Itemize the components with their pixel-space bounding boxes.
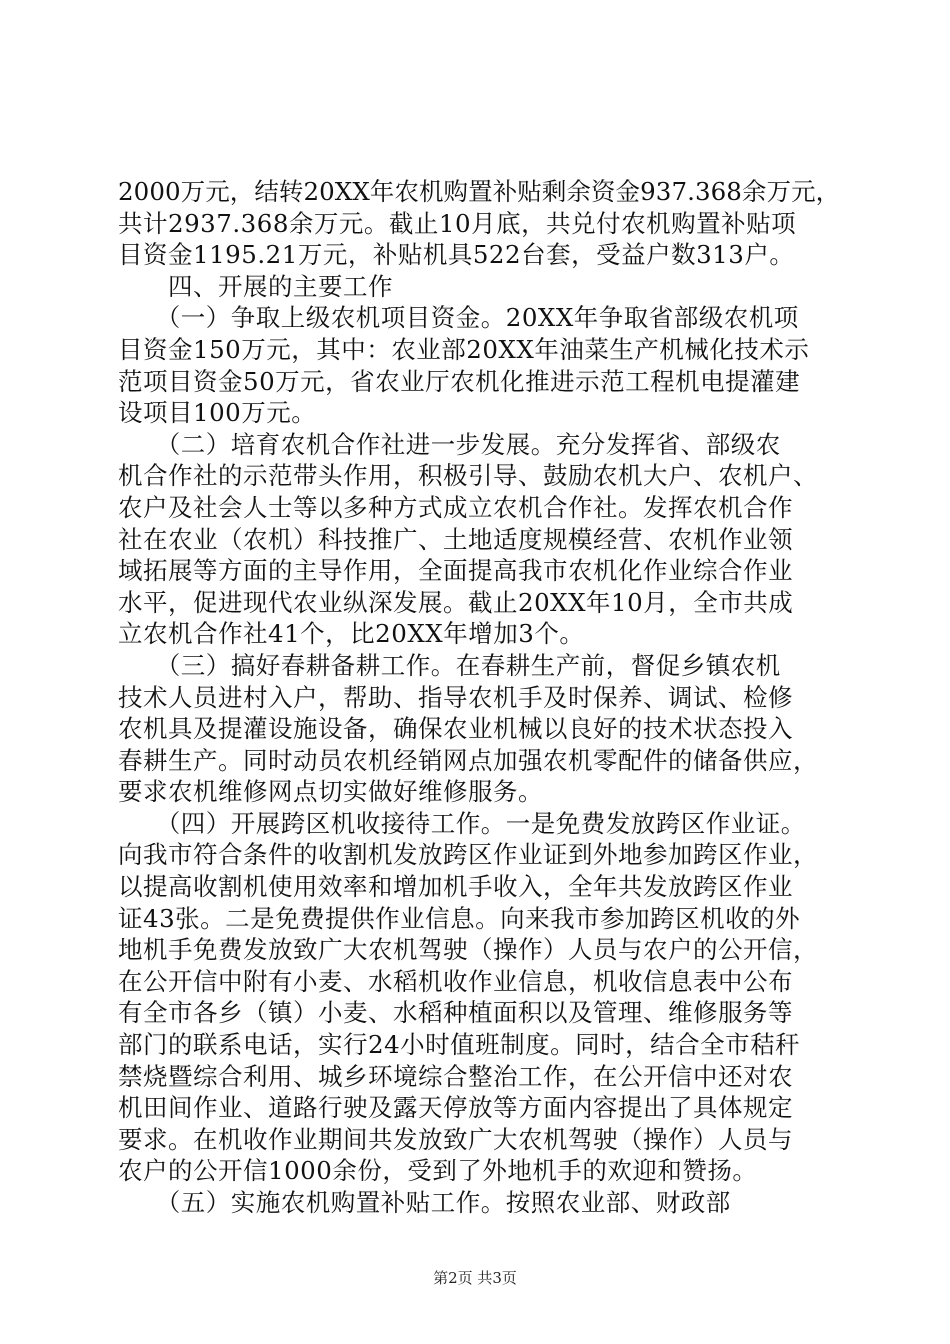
- text-line: 四、开展的主要工作: [118, 271, 393, 301]
- text-line: 向我市符合条件的收割机发放跨区作业证到外地参加跨区作业，: [118, 840, 818, 870]
- text-line: 技术人员进村入户，帮助、指导农机手及时保养、调试、检修: [118, 682, 793, 712]
- text-line: 要求。在机收作业期间共发放致广大农机驾驶（操作）人员与: [118, 1124, 793, 1154]
- text-line: （四）开展跨区机收接待工作。一是免费发放跨区作业证。: [118, 808, 806, 838]
- page-footer: 第2页 共3页: [433, 1269, 517, 1287]
- text-line: 设项目100万元。: [118, 398, 317, 428]
- text-line: 春耕生产。同时动员农机经销网点加强农机零配件的储备供应，: [118, 745, 818, 775]
- text-line: 立农机合作社41个，比20XX年增加3个。: [118, 619, 585, 649]
- text-line: （三）搞好春耕备耕工作。在春耕生产前，督促乡镇农机: [118, 650, 781, 680]
- text-line: （二）培育农机合作社进一步发展。充分发挥省、部级农: [118, 429, 781, 459]
- text-line: 水平，促进现代农业纵深发展。截止20XX年10月，全市共成: [118, 587, 794, 617]
- text-line: 目资金1195.21万元，补贴机具522台套，受益户数313户。: [118, 240, 795, 270]
- text-line: 部门的联系电话，实行24小时值班制度。同时，结合全市秸秆: [118, 1030, 801, 1060]
- text-line: 证43张。二是免费提供作业信息。向来我市参加跨区机收的外: [118, 903, 801, 933]
- text-line: 机田间作业、道路行驶及露天停放等方面内容提出了具体规定: [118, 1093, 793, 1123]
- text-line: 农机具及提灌设施设备，确保农业机械以良好的技术状态投入: [118, 714, 793, 744]
- text-line: 有全市各乡（镇）小麦、水稻种植面积以及管理、维修服务等: [118, 998, 793, 1028]
- text-line: 域拓展等方面的主导作用，全面提高我市农机化作业综合作业: [118, 556, 793, 586]
- text-line: 机合作社的示范带头作用，积极引导、鼓励农机大户、农机户、: [118, 461, 818, 491]
- text-line: 范项目资金50万元，省农业厅农机化推进示范工程机电提灌建: [118, 366, 801, 396]
- text-line: 在公开信中附有小麦、水稻机收作业信息，机收信息表中公布: [118, 966, 793, 996]
- text-line: 农户的公开信1000余份，受到了外地机手的欢迎和赞扬。: [118, 1156, 758, 1186]
- document-body: [118, 176, 841, 1219]
- text-line: （五）实施农机购置补贴工作。按照农业部、财政部: [118, 1188, 731, 1217]
- text-line: 农户及社会人士等以多种方式成立农机合作社。发挥农机合作: [118, 492, 793, 522]
- text-line: 要求农机维修网点切实做好维修服务。: [118, 777, 543, 807]
- text-line: （一）争取上级农机项目资金。20XX年争取省部级农机项: [118, 303, 799, 333]
- text-line: 社在农业（农机）科技推广、土地适度规模经营、农机作业领: [118, 524, 793, 554]
- text-line: 目资金150万元，其中：农业部20XX年油菜生产机械化技术示: [118, 334, 810, 364]
- text-line: 以提高收割机使用效率和增加机手收入，全年共发放跨区作业: [118, 872, 793, 902]
- text-line: 禁烧暨综合利用、城乡环境综合整治工作，在公开信中还对农: [118, 1061, 793, 1091]
- text-line: 2000万元，结转20XX年农机购置补贴剩余资金937.368余万元，: [118, 177, 841, 206]
- text-line: 地机手免费发放致广大农机驾驶（操作）人员与农户的公开信，: [118, 935, 818, 965]
- text-line: 共计2937.368余万元。截止10月底，共兑付农机购置补贴项: [118, 208, 797, 238]
